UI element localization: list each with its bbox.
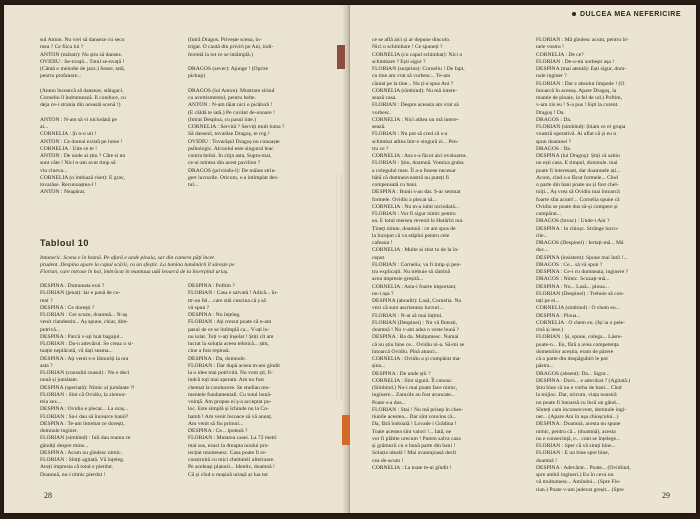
text-line: tați pe ei... <box>536 298 560 304</box>
text-line: DESPINA : Poftim ? <box>188 283 235 289</box>
text-line: DESPINA : Ce dorești ? <box>40 304 95 311</box>
text-line: Soluția ideală ! Mai avantajoasă decît <box>372 450 457 457</box>
text-line: voință. Am propus ei ș-a acceptat po- <box>188 399 272 405</box>
text-line: DESPINA : Dovi... e adevărat ? (Agitată.) <box>536 377 631 384</box>
text-line: CORNELIA : Asa s-a făcut aici evaluarea. <box>372 153 467 159</box>
text-line: acea impresie greșită... <box>372 276 424 283</box>
text-line: DESPINA : Adevărat... Poate... (Ovidiind, <box>536 464 631 471</box>
text-line: gândiți despre mine... <box>40 442 89 449</box>
text-line: vor fi plătite urecum ! Putem salva casa <box>372 435 461 442</box>
text-line: FLORIAN : Sper că vă simți bine... <box>536 443 616 449</box>
text-line: FLORIAN : Sa-i dau să încearce banii? <box>40 413 129 420</box>
text-line: DRAGOS : Nimic. Scuzați-mă... <box>536 276 610 283</box>
page-ribbon <box>336 175 342 400</box>
text-line: FLORIAN (simbind): Știam ce el grupa <box>536 124 626 130</box>
text-line: poate-n... Eu, fără a avea competența <box>536 341 619 348</box>
text-line: la o idee mai potrivită. Nu vom ști, fi- <box>188 370 273 376</box>
text-line: Pe aceleași planuri... Identic, doamnă ! <box>188 464 275 471</box>
text-line: mantie de ploaie, la fel de ud.) Poftim, <box>536 95 623 101</box>
text-line: Sînteți cam inconsecvent, domnule ingi- <box>536 406 627 413</box>
text-line: o parte din bani poate au și fost chel- <box>536 182 619 188</box>
text-line <box>40 110 182 117</box>
text-line: DESPINA : Acum nu gîndesc nimic. <box>40 449 123 456</box>
text-line: DRAGOS : Da. <box>536 145 572 152</box>
text-line: trigat. O caută din priviri pe Ani, indi- <box>188 44 274 51</box>
text-line: CORNELIA : Sînt sigură. Îl cunosc. <box>372 377 453 384</box>
text-line: că nu știu bine ce... Ovidiu ni-a. Să-mi se <box>372 341 465 348</box>
text-line: CORNELIA : Multe ai stist tu de la în- <box>372 247 460 254</box>
text-line: nu poate fi întoarsă cu încă un gând... <box>536 399 620 406</box>
text-line: inginere... Zarurile au fost aruncate... <box>372 392 455 399</box>
text-line: FLORIAN : Vor fi sigur nimic pentru <box>372 211 456 217</box>
edge-marker <box>342 415 350 445</box>
text-line: la mijloc. Dar, oricum, viața noastră <box>536 392 617 399</box>
text-line: DESPINA (aboulit): Lasă, Cornelia. Nu <box>372 298 462 304</box>
text-line: FLORIAN (Despinei) : Nu vă fîntrati, <box>372 319 458 326</box>
text-line: DESPINA (lui Dragoș): Știți că sabiu <box>536 153 620 159</box>
text-line: ANTON : N-am tăiat nici o picătură ! <box>188 102 273 109</box>
text-line: DESPINA (insistent): Spune mai întîi !... <box>536 254 628 261</box>
text-line: FLORIAN (Despinei) : Trebuie să con- <box>536 290 625 297</box>
text-line: vă spun ? <box>188 304 210 311</box>
text-line: formele. Ovidiu a plecat să... <box>372 196 437 203</box>
text-line: ANTON (mârait): Nu știu să dansez. <box>40 51 123 58</box>
text-line: DESPINA : Parcă v-ați luat bagajul... <box>40 333 124 340</box>
text-line: FLORIAN : E un bine spre bine, <box>536 450 610 457</box>
page-number-right: 29 <box>662 491 670 500</box>
stage-directions <box>40 255 330 277</box>
text-line: DRAGOS (privindu-l): De mâine striu- <box>188 167 277 174</box>
text-line: FLORIAN : Ați crezut poate că n-am <box>188 319 272 326</box>
text-line: DESPINA : Ce-i cu dumneata, inginere ? <box>536 269 629 275</box>
text-line: vă multumesc... Amîndoi... (Spre Flo- <box>536 479 621 486</box>
text-line: contra belisi. In citja asta, Supra-mai, <box>188 153 272 159</box>
page-number-left: 28 <box>44 491 52 500</box>
text-line: ner... (Apare Ani în ușa chioșcului...) <box>536 414 619 420</box>
text-line: CORNELIA : Servită ? Serviți mult luma ? <box>188 124 285 130</box>
text-line: nele vostru ! <box>536 44 564 51</box>
text-line: FLORIAN : De-o-mi sorbești așa ! <box>536 58 615 65</box>
text-line: duc... <box>536 247 549 254</box>
text-line: tuație neplăcută, vă dați seama... <box>40 348 113 355</box>
text-line: schimbat atîtea într-o singură zi... Pen- <box>372 138 459 145</box>
text-line: construită cu mici cheltuieli ulterioare. <box>188 457 275 463</box>
text-line: cafeaua ! <box>372 240 393 246</box>
right-column-2 <box>536 37 686 493</box>
text-line: DESPINA (mai atentă): Ești sigur, dom- <box>536 66 627 72</box>
text-line: CORNELIA : Ovidiu a și cumpărat ma- <box>372 356 462 362</box>
text-line: căutat pe la tine... Nu ți-a spus Ani ? <box>372 80 454 87</box>
text-line: loc. Este simplă și îchinde nu la Co- <box>188 406 269 413</box>
text-line: v-am zis eu ! S-a pus ! Ești la curent. <box>536 102 619 109</box>
text-line: nu e consecință, e... cum se înțelege... <box>536 435 621 442</box>
text-line: Știu bine că nu e vorba de bani... Cînd <box>536 385 622 391</box>
text-line: teia sex... <box>40 399 62 405</box>
text-line: (Cântă o melodie de jazz.) Sesse, tată, <box>40 66 125 72</box>
text-line: FLORIAN (consultă ceasul) : Nu e deci <box>40 370 130 376</box>
text-line: CORNELIA : O chem eu. (Iși ia o pele- <box>536 319 626 326</box>
text-line: DESPINA : Bunii s-au dat. S-ar semnat <box>372 189 461 196</box>
text-line: tiunile acestea... Dar sînt convins că... <box>372 414 457 420</box>
text-line: rent ? <box>40 297 53 304</box>
text-line: CORNELIA (sîmbind): Nu mă intere- <box>372 87 458 94</box>
text-line: Toate acestea sînt valori !... Iată, ne <box>372 428 452 435</box>
text-line: psihologic. Alcoolul este singurul leac <box>188 145 274 152</box>
text-line: (Anton încearcă să danseze, stângaci. <box>40 87 124 94</box>
left-column-2-bottom <box>188 283 336 483</box>
text-line: iecțiat muntenesc. Casa poate fi re- <box>188 449 267 456</box>
text-line: vorbesc. <box>372 109 391 116</box>
text-line: mea ? Ce fiica lui ? <box>40 44 84 51</box>
text-line: ceput. <box>372 254 386 261</box>
text-line: ANTON : Ce doreai există pe lume ! <box>40 138 123 145</box>
text-line: șina... <box>372 363 386 370</box>
text-line: Nici o schimbare ! Ce spuneți ? <box>372 44 443 51</box>
text-line: vezi că sunt ascrieneaz lucruri... <box>372 305 444 312</box>
text-line: doamnă ! Nu v-am adus o veste bună ? <box>372 327 459 333</box>
text-line: nu iolat. Toți v-ați înșelat ! Știți cît am <box>188 333 274 340</box>
text-line: pickup) <box>188 73 206 80</box>
text-line: CORNELIA : Uite ce te ! <box>40 145 98 152</box>
text-line: DESPINA : Ba da. Mulțumesc. Numai <box>372 334 459 341</box>
text-line: Doamnă, nu-i nimic pierdut ! <box>40 471 106 478</box>
text-line: DESPINA : Nu... Lasă... ploua... <box>536 283 609 290</box>
text-line: DESPINA : Da, domnule. <box>188 355 246 362</box>
text-line: nouă și jumătate. <box>40 377 79 384</box>
text-line: DESPINA : Ploua... <box>536 312 581 319</box>
text-line: ANTON : De unde ai știu ? Câte si nu <box>40 153 126 159</box>
text-line: Țineți minte, doamnă : ce am spus de <box>372 225 456 232</box>
text-line: bătă că dumneavoastră nu puteți fi <box>372 174 449 181</box>
text-line: compensată cu bani. <box>372 182 418 188</box>
text-line: și grămezii cu o bună parte din bani ! <box>372 443 456 449</box>
text-line: indcă toți mai speram. Am nu fost <box>188 377 264 384</box>
text-line: rian.) Poate v-am judecat greșit... (Spre <box>536 486 624 493</box>
text-line: ce se află aici și ar depune dincolo. <box>372 37 451 43</box>
text-line: cu avertismentul, pentru belte. <box>188 95 256 101</box>
text-line: ea. E totul merseu revenit la Hotărîri noi. <box>372 218 464 225</box>
text-line: DRAGOS (lui Anton): Mustrare sirind <box>188 87 275 94</box>
text-line: FLORIAN : Știu, doamnă. Vomica graba <box>372 160 464 167</box>
text-line: CORNELIA : De ce? <box>536 51 584 58</box>
text-line: OVIDIU : Se-nvață... Totul se-nvață ! <box>40 58 125 65</box>
text-line: păstra... <box>536 363 554 370</box>
text-line: prudent. Despina apare la capul scării, cu un sfeștic. La lumina lumânării îl sărește pe <box>40 262 235 269</box>
text-line: schimbare ? Ești sigur ? <box>372 58 426 65</box>
text-line: tovarăse. Recunoaștea-l ! <box>40 182 97 188</box>
text-line: poate fi interesant, dar doamnele ați... <box>536 167 621 174</box>
text-line: FLORIAN (simbind) : Iuli dau reama ce <box>40 435 131 442</box>
text-line: DRAGOS (absent): Da... Sigur... <box>536 370 610 377</box>
text-line: sul Anton. Nu vrei să danseze cu secu <box>40 37 125 43</box>
text-line: FLORIAN : N-ai să mai înțimi. <box>372 312 443 319</box>
text-line: FLORIAN : Casa e salvată ! Adică... în- <box>188 290 278 297</box>
text-line: ferentă la tot ce se intâmplă.) <box>188 51 253 58</box>
text-line: DESPINA : De unde știi ? <box>372 370 431 377</box>
text-line: FLORIAN : Corneliu, va fi timp și pen- <box>372 261 462 268</box>
text-line: rile... <box>536 232 548 239</box>
text-line: CORNELIA (simbind) : O chem eu... <box>536 305 620 312</box>
text-line: pentru profanare... <box>40 73 82 80</box>
text-line: DESPINA : Ați venit s-o lămuriți la ora <box>40 355 129 362</box>
text-line: deja ce-i strania din această scenă !) <box>40 102 121 109</box>
text-line: cu tine am vrut să vorbesc... Te-am <box>372 73 451 80</box>
text-line: tuiți... Aș vrea să Ovidiu mai întoarcă <box>536 189 620 196</box>
text-line: cea de-acum ! <box>372 457 404 464</box>
text-line: ANTON : N-am să vi niciodată pe <box>40 116 117 123</box>
text-line: mentele fundamentali. Cu totul bună- <box>188 391 272 398</box>
text-line: la început că va stăpîni pentru cele <box>372 232 450 239</box>
text-line: Dragoș ! Da. <box>536 109 565 116</box>
text-line: Florian, care intrase în hol, îmbrăcat în mantaua udă leoarcă de la încerpitul uriaș. <box>40 269 229 276</box>
text-line: Da, fără îndoială ! Lovade i Grădina ! <box>372 421 457 428</box>
text-line: Corneliu îl îndrumează. Il conduce, cu <box>40 95 126 101</box>
text-line: DRAGOS (Despinei) : Iertați-mă... Mă <box>536 240 624 246</box>
text-line: cumpărat... <box>536 211 562 217</box>
text-line: potrivă... <box>40 326 61 333</box>
text-line: gert lucrurile. Oricum, s-a intîmplat des- <box>188 174 279 181</box>
text-line: spun doamnei ? <box>536 138 572 145</box>
text-line: chemat la conducere. Se studiau mo- <box>188 384 271 391</box>
text-line: FLORIAN : Și, spune, colega... Lăsre- <box>536 334 623 341</box>
text-line: lucrat la soluția aceea tehnică... ștm, <box>188 341 269 347</box>
text-line: mai sus, exact la dreapta noului pro- <box>188 442 270 449</box>
text-line <box>40 81 182 88</box>
text-line: DRAGOS (brusc) : Unde-i Ani ? <box>536 218 610 225</box>
text-line: (Intră Dragos. Privește scena, in- <box>188 37 262 43</box>
text-line: DRAGOS (sever): Ajunge ! (Oprire <box>188 66 269 72</box>
text-line: FLORIAN (jenat): Iar e pană de cu- <box>40 290 121 297</box>
text-line: FLORIAN : Sîntți agitată. Vă înțeleg. <box>40 457 125 463</box>
text-line <box>188 81 336 88</box>
text-line <box>188 59 336 66</box>
text-line: DESPINA : Doamnă, acesta nu spune <box>536 421 621 428</box>
text-line: Acum, cînd s-a făcut formele... Cînd <box>536 174 618 181</box>
text-line: FLORIAN : Stai ! Nu mă prisep în ches- <box>372 406 464 413</box>
text-line: tru ce ? <box>372 145 389 152</box>
text-line: ce-ai mintea din acest pavilion ? <box>188 160 261 167</box>
text-line: întoarcă în aceeaș. Apare Dragoș, la <box>536 87 617 94</box>
text-line: DESPINA : Te-am întrebat ce dorești, <box>40 420 125 427</box>
text-line: FLORIAN (surprins): Corneliu ! De fapt, <box>372 66 465 72</box>
text-line: FLORIAN : Sint că Ovidiu, la ziemor- <box>40 391 127 398</box>
text-line: (Intrat Despina, cu pasul iute.) <box>188 116 257 123</box>
text-line: asta ? <box>40 362 53 369</box>
text-line: sează. <box>372 124 386 130</box>
text-line: DESPINA : Ce... ipoteză ? <box>188 428 248 434</box>
text-line: OVIDIU : Tovarășul Dragoș nu cunoaște <box>188 138 280 145</box>
text-line: voastră operativă. Ai aflat că și eu n <box>536 131 617 138</box>
text-line: Am venit să fiu primul... <box>188 420 244 427</box>
text-line: ANTON : Neapărat. <box>40 189 86 196</box>
text-line: CORNELIA : La toate te-ai gîndit ! <box>372 464 452 471</box>
left-column-1-top <box>40 37 182 237</box>
text-line: FLORIAN : Dar e absolut limpede ! (O <box>536 80 625 87</box>
left-column-1-bottom <box>40 283 182 483</box>
text-line: FLORIAN : Despre aceasta am vrut să <box>372 102 459 109</box>
book-spread <box>4 5 696 513</box>
text-line: DESPINA (speriată): Nimic al jumătate ?! <box>40 384 135 391</box>
text-line: DRAGOS : Ce... să vă spun ? <box>536 261 603 268</box>
text-line: nu-i așa ? <box>372 290 394 297</box>
text-line: CORNELIA : Nici atîtea nu mă intere- <box>372 116 459 123</box>
text-line: sunt câte ! Nici n-am avut timp să <box>40 160 116 167</box>
text-line: CORNELIA : Și n-o uit ! <box>40 131 97 138</box>
text-line: CORNELIA (cu capul schimbat): Nici o <box>372 51 463 58</box>
text-line: Că și cînd o mașină uriașă ar lua tot <box>188 471 268 478</box>
text-line: (Simbind.) Nu-i mai poate face nimic, <box>372 385 458 391</box>
text-line: domnule inginer. <box>40 428 78 434</box>
running-header: DULCEA MEA NEFERICIRE <box>572 11 681 18</box>
text-line: (E căldă te iată.) Pe cuvânt de-onoare ! <box>188 109 275 116</box>
text-line: DESPINA : Dumneata erai ? <box>40 283 105 289</box>
text-line: sează casa. <box>372 95 397 101</box>
text-line: domeniilor aceștia, eram de părere <box>536 348 614 355</box>
text-line: cine a fost repinsă. <box>188 348 230 355</box>
text-line: Aveți impresia că totul e pierdut. <box>40 464 114 471</box>
text-line: hamb ! Am venit încoace să vă anunț. <box>188 413 273 420</box>
text-line: spre ambii ingineri.) Eu în ceva nu <box>536 472 614 478</box>
text-line: viu cineva... <box>40 167 68 174</box>
text-line: FLORIAN : Dar după aceea m-am gîndit <box>188 362 280 369</box>
text-line: DESPINA : In chioșc. Strânge lucru- <box>536 225 619 232</box>
text-line: întoarcă Ovidiu. Pînă atunci... <box>372 348 439 355</box>
text-line: a colegului meu. Îl a-a fusese necesar <box>372 167 456 174</box>
text-line: Poate s-a dus... <box>372 399 406 406</box>
text-line: tul... <box>188 182 199 188</box>
text-line: pasul de ce se întîmplă ca... V-ați lo- <box>188 326 270 333</box>
text-line: FLORIAN : Mă gîndesc acum, pentru bi- <box>536 37 629 43</box>
text-line: FLORIAN : Cer scuze, doamnă... N-aș <box>40 312 128 318</box>
text-line: ttr-un fel... care stăi cuscina că ș să <box>188 297 266 304</box>
text-line: că o parte din despăgubiri le pot <box>536 356 608 362</box>
text-line: FLORIAN : Da-n adevărul. Se creaz o si- <box>40 341 134 347</box>
text-line: DRAGOS : Da. <box>536 116 572 123</box>
left-page <box>4 5 348 513</box>
text-line: foarte sfat acum!... Cornelia spune că <box>536 196 620 203</box>
bookmark-tab <box>337 45 345 69</box>
text-line: nule inginer ? <box>536 73 567 80</box>
right-page <box>350 5 696 513</box>
text-line: DESPINA : Ovidiu e plecat... La oraș... <box>40 406 129 413</box>
text-line: DESPINA : Nu înțeleg. <box>188 312 241 318</box>
left-column-2-top <box>188 37 336 237</box>
text-line: Intuneric. Scena e în beznă. Pe afară e unde ploaia, sar din camera păți încet. <box>40 255 216 261</box>
text-line: venit clandestin... Aș spune, chiar, dim- <box>40 319 129 326</box>
text-line: ai... <box>40 124 49 130</box>
text-line: doamnă ! <box>536 457 557 464</box>
text-line: CORNELIA : Asta-i foarte important, <box>372 283 457 290</box>
text-line: CORNELIA (o imbiază riset): E grav, <box>40 174 125 181</box>
text-line: rină și iese.) <box>536 327 564 333</box>
text-line: Să dansezi, tovarăse Dragoș, te rog ! <box>188 131 270 138</box>
text-line: nu ești casa. E timpul, domnule. mai <box>536 160 618 167</box>
right-column-1 <box>372 37 528 487</box>
text-line: FLORIAN : Nu pot să cred că s-a <box>372 131 448 138</box>
text-line: tru explicații. Nu trebuie să rămînă <box>372 269 450 275</box>
text-line: CORNELIA : Nu m-a iubit niciodată... <box>372 203 460 210</box>
text-line: FLORIAN : Mutarea casei. La 72 metri <box>188 435 277 442</box>
text-line: Ovidiu se poate dus să-și cumpere și <box>536 203 618 210</box>
bullet-icon <box>572 12 576 16</box>
text-line: nimic, pentru că... (doamnă), acesta <box>536 428 616 435</box>
scene-title: Tabloul 10 <box>40 238 89 248</box>
